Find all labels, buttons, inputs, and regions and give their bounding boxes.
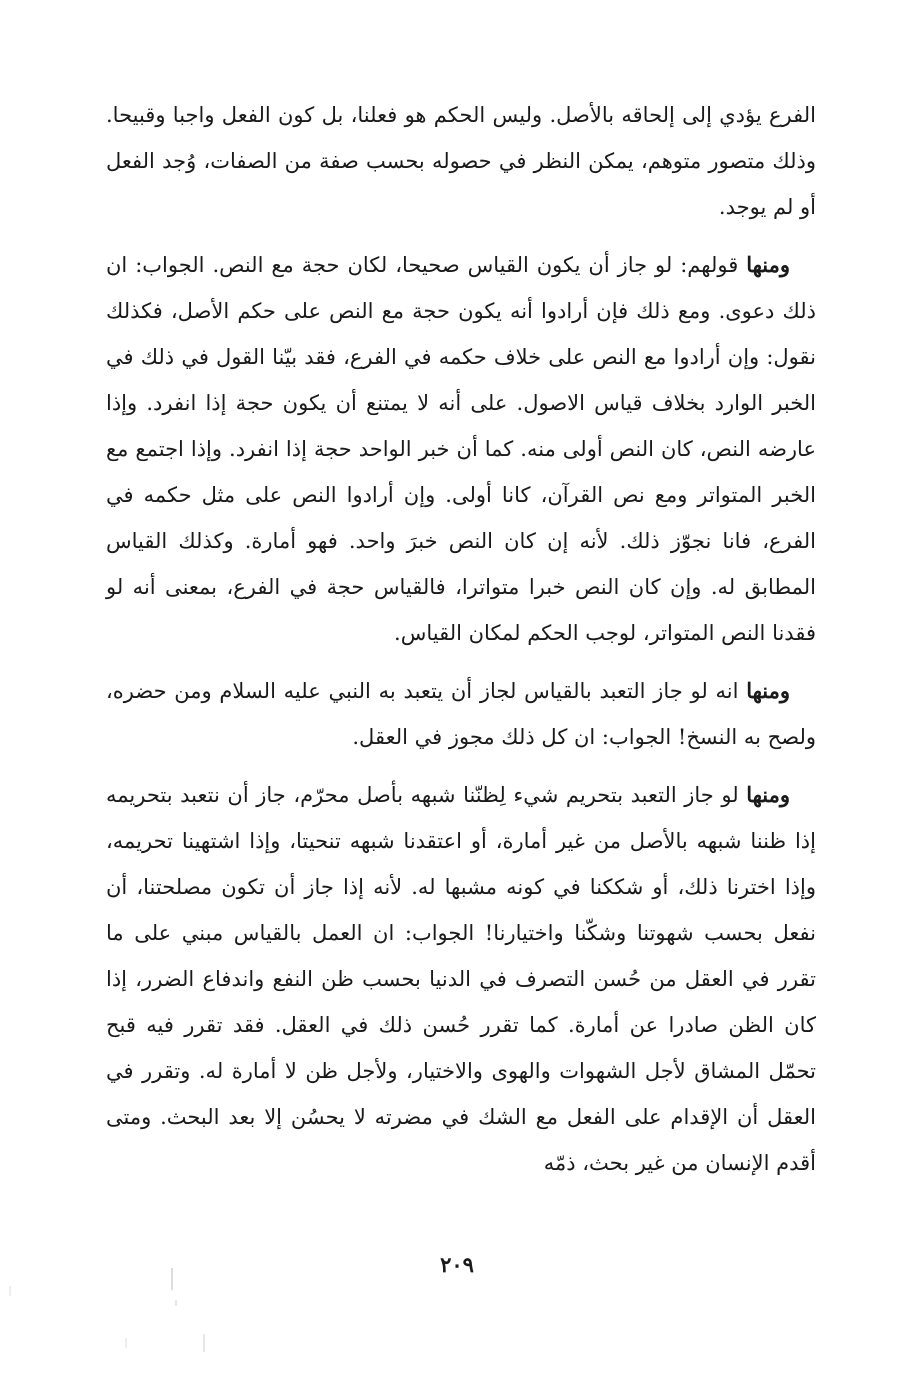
paragraph-lead: ومنها [746, 252, 790, 277]
paragraph-lead: ومنها [746, 678, 790, 703]
paragraph-1 [106, 92, 816, 230]
paragraph-text: الفرع يؤدي إلى إلحاقه بالأصل. وليس الحكم هو فعلنا، بل كون الفعل واجبا وقبيحا. وذلك متصور متوهم، يمكن النظر في حصوله بحسب صفة من الصفات، وُجد الفعل أو لم يوجد. [106, 103, 816, 219]
paragraph-2 [106, 242, 816, 656]
paragraph-lead: ومنها [746, 782, 790, 807]
paragraph-text: انه لو جاز التعبد بالقياس لجاز أن يتعبد به النبي عليه السلام ومن حضره، ولصح به النسخ! الجواب: ان كل ذلك مجوز في العقل. [106, 679, 816, 749]
page-body [106, 92, 816, 1198]
paragraph-3 [106, 668, 816, 760]
paragraph-text: لو جاز التعبد بتحريم شيء لِظنّنا شبهه بأصل محرّم، جاز أن نتعبد بتحريمه إذا ظننا شبهه بالأصل من غير أمارة، أو اعتقدنا شبهه تنحيتا، وإذا اشتهينا تحريمه، وإذا اخترنا ذلك، أو شككنا في كونه مشبها له. لأنه إذا جاز أن تكون مصلحتنا، أن نفعل بحسب شهوتنا وشكّنا واختيارنا! الجواب: ان العمل بالقياس مبني على ما تقرر في العقل من حُسن التصرف في الدنيا بحسب ظن النفع واندفاع الضرر، إذا كان الظن صادرا عن أمارة. كما تقرر حُسن ذلك في العقل. فقد تقرر فيه قبح تحمّل المشاق لأجل الشهوات والهوى والاختيار، ولأجل ظن لا أمارة له. وتقرر في العقل أن الإقدام على الفعل مع الشك في مضرته لا يحسُن إلا بعد البحث. ومتى أقدم الإنسان من غير بحث، ذمّه [106, 783, 816, 1175]
paragraph-text: قولهم: لو جاز أن يكون القياس صحيحا، لكان حجة مع النص. الجواب: ان ذلك دعوى. ومع ذلك فإن أرادوا أنه يكون حجة مع النص على حكم الأصل، فكذلك نقول: وإن أرادوا مع النص على خلاف حكمه في الفرع، فقد بيّنا القول في ذلك في الخبر الوارد بخلاف قياس الاصول. على أنه لا يمتنع أن يكون حجة إذا انفرد. وإذا عارضه النص، كان النص أولى منه. كما أن خبر الواحد حجة إذا انفرد. وإذا اجتمع مع الخبر المتواتر ومع نص القرآن، كانا أولى. وإن أرادوا النص على مثل حكمه في الفرع، فانا نجوّز ذلك. لأنه إن كان النص خبرَ واحد. فهو أمارة. وكذلك القياس المطابق له. وإن كان النص خبرا متواترا، فالقياس حجة في الفرع، بمعنى أنه لو فقدنا النص المتواتر، لوجب الحكم لمكان القياس. [106, 253, 816, 645]
page-number: ٢٠٩ [440, 1252, 474, 1277]
paragraph-4 [106, 772, 816, 1186]
